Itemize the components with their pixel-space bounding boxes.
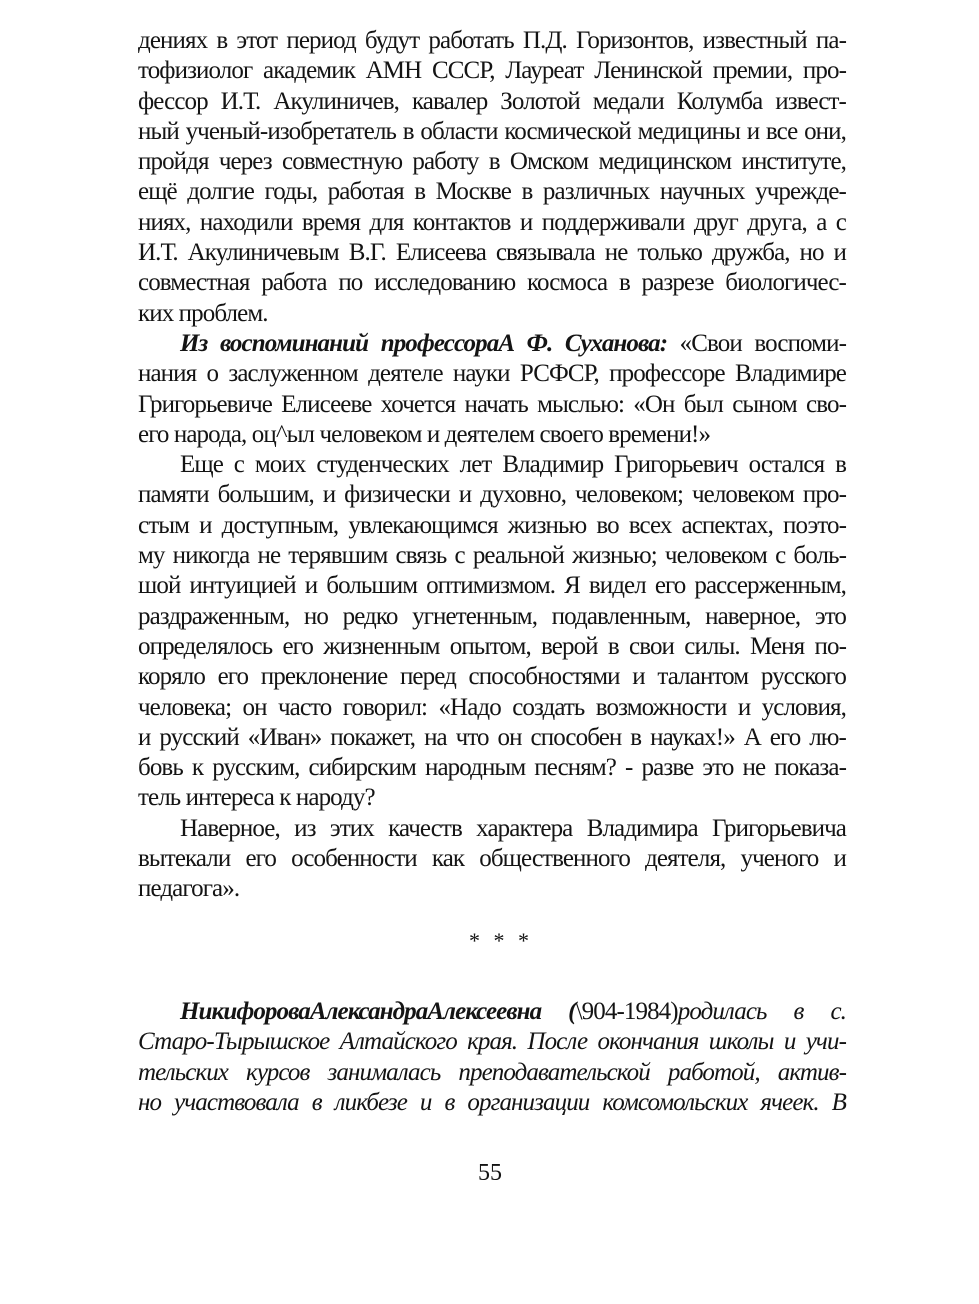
text-line: памяти большим, и физически и духовно, человеком; человеком про- [138, 481, 846, 509]
page-body [138, 26, 846, 905]
text-line: дениях в этот период будут работать П.Д. Горизонтов, известный па- [138, 27, 846, 54]
text-line: совместная работа по исследованию космоса в разрезе биологичес- [138, 269, 846, 297]
bio-years: \904-1984) [575, 998, 678, 1025]
memoir-lead-rest: «Свои воспоми- [667, 329, 846, 357]
text-line: ещё долгие годы, работая в Москве в различных научных учрежде- [138, 178, 846, 206]
memoir-paragraph [138, 329, 846, 450]
text-line: его народа, оц^ыл человеком и деятелем своего времени!» [138, 420, 711, 448]
text-line: раздраженным, но редко угнетенным, подавленным, наверное, это [138, 602, 846, 630]
text-line: фессор И.Т. Акулиничев, кавалер Золотой медали Колумба извест- [138, 87, 846, 115]
text-line: коряло его преклонение перед способностями и талантом русского [138, 663, 846, 691]
memoir-first-line [138, 329, 846, 359]
text-line: определялось его жизненным опытом, верой в свои силы. Меня по- [138, 632, 846, 660]
text-line: ниях, находили время для контактов и поддерживали друг друга, а с [138, 208, 846, 236]
text-line: но участвовала в ликбезе и в организации комсомольских ячеек. В [138, 1088, 846, 1116]
text-line: пройдя через совместную работу в Омском медицинском институте, [138, 148, 846, 176]
text-line: И.Т. Акулиничевым В.Г. Елисеева связывала не только дружба, но и [138, 239, 846, 267]
text-line: шой интуицией и большим оптимизмом. Я видел его рассерженным, [138, 572, 846, 600]
text-line: и русский «Иван» покажет, на что он способен в науках!» А его лю- [138, 723, 846, 751]
text-line: вытекали его особенности как общественного деятеля, ученого и [138, 845, 846, 873]
memoir-lead: Из воспоминаний профессораА Ф. Суханова: [180, 329, 668, 357]
bio-lead-rest: родилась в с. [677, 998, 846, 1025]
bio-paragraph [138, 997, 846, 1118]
text-line: му никогда не терявшим связь с реальной жизнью; человеком с боль- [138, 542, 846, 570]
paragraph-4 [138, 814, 846, 905]
text-line: нания о заслуженном деятеле науки РСФСР, профессоре Владимире [138, 360, 846, 388]
page-number: 55 [478, 1160, 502, 1186]
bio-name: НикифороваАлександраАлексеевна ( [180, 998, 576, 1025]
text-line: человека; он часто говорил: «Надо создать возможности и условия, [138, 693, 846, 721]
paragraph-3 [138, 450, 846, 814]
text-line: стым и доступным, увлекающимся жизнью во всех аспектах, поэто- [138, 511, 846, 539]
text-line: Наверное, из этих качеств характера Владимира Григорьевича [180, 814, 846, 842]
bio-first-line [138, 997, 846, 1027]
text-line: тельских курсов занималась преподавательской работой, актив- [138, 1058, 846, 1086]
text-line: Старо-Тырышское Алтайского края. После окончания школы и учи- [138, 1028, 846, 1056]
text-block-1 [138, 26, 846, 329]
section-separator: * * * [469, 928, 533, 953]
text-line: педагога». [138, 875, 240, 903]
text-line: ких проблем. [138, 299, 268, 327]
text-line: ный ученый-изобретатель в области космической медицины и все они, [138, 117, 846, 145]
text-line: тофизиолог академик АМН СССР, Лауреат Ленинской премии, про- [138, 57, 846, 85]
text-line: Григорьевиче Елисееве хочется начать мыслью: «Он был сыном сво- [138, 390, 846, 418]
text-line: тель интереса к народу? [138, 784, 375, 812]
text-line: Еще с моих студенческих лет Владимир Григорьевич остался в [180, 451, 846, 479]
text-line: бовь к русским, сибирским народным песням? - разве это не показа- [138, 754, 846, 782]
